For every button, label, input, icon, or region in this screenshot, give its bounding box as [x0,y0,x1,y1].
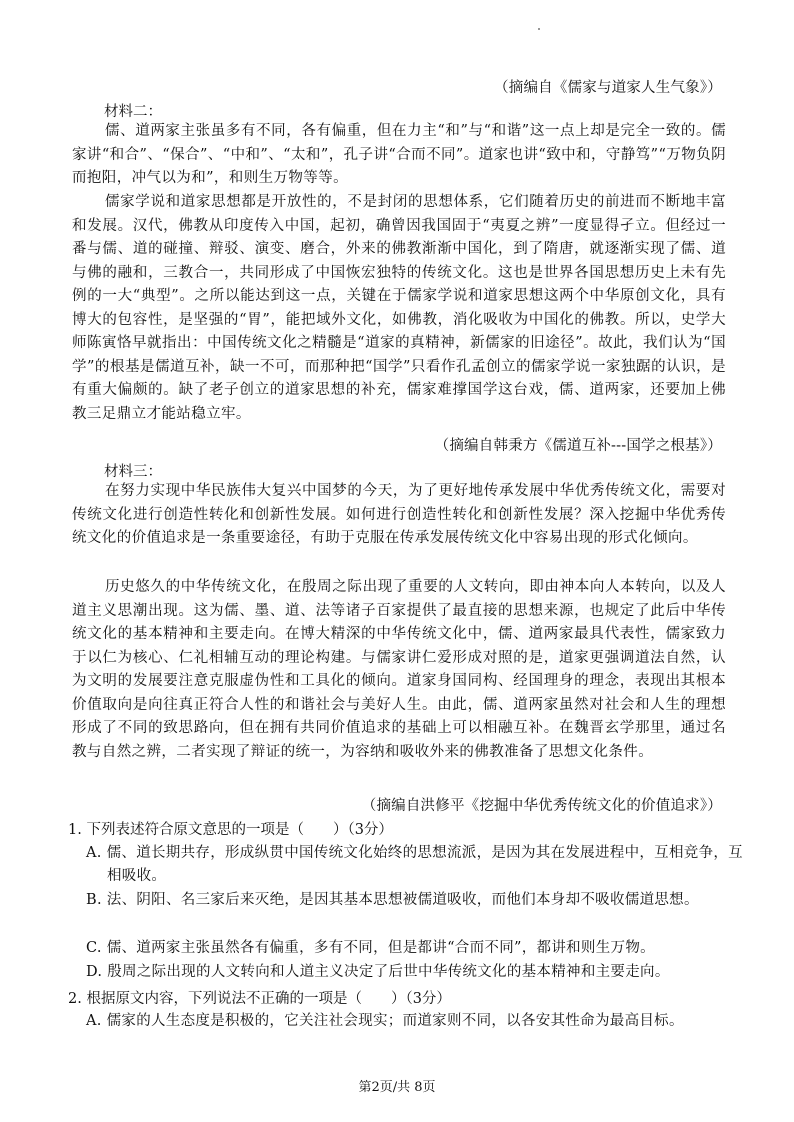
material-2-label: 材料二： [104,104,162,120]
material-2-paragraph-2: 儒家学说和道家思想都是开放性的，不是封闭的思想体系，它们随着历史的前进而不断地丰富和发展。汉代，佛教从印度传入中国，起初，确曾因我国固于“夷夏之辨”一度显得孑立。但经过一番与儒、道的碰撞、辩驳、演变、磨合，外来的佛教渐渐中国化，到了隋唐，就逐渐实现了儒、道与佛的融和，三教合一，共同形成了中国恢宏独特的传统文化。这也是世界各国思想历史上未有先例的一大“典型”。之所以能达到这一点，关键在于儒家学说和道家思想这两个中华原创文化，具有博大的包容性，是坚强的“胃”，能把域外文化，如佛教，消化吸收为中国化的佛教。所以，史学大师陈寅恪早就指出：中国传统文化之精髓是“道家的真精神，新儒家的旧途径”。故此，我们认为“国学”的根基是儒道互补，缺一不可，而那种把“国学”只看作孔孟创立的儒家学说一家独踞的认识，是有重大偏颇的。缺了老子创立的道家思想的补充，儒家难撑国学这台戏，儒、道两家，还要加上佛教三足鼎立才能站稳立牢。 [72,194,726,422]
question-1-option-c: C. 儒、道两家主张虽然各有偏重，多有不同，但是都讲“合而不同”，都讲和则生万物。 [86,940,655,956]
material-3-paragraph-2: 历史悠久的中华传统文化，在殷周之际出现了重要的人文转向，即由神本向人本转向，以及人道主义思潮出现。这为儒、墨、道、法等诸子百家提供了最直接的思想来源，也规定了此后中华传统文化的基本精神和主要走向。在博大精深的中华传统文化中，儒、道两家最具代表性，儒家致力于以仁为核心、仁礼相辅互动的理论构建。与儒家讲仁爱形成对照的是，道家更强调道法自然，认为文明的发展要注意克服虚伪性和工具化的倾向。道家身国同构、经国理身的理念，表现出其根本价值取向是向往真正符合人性的和谐社会与美好人生。由此，儒、道两家虽然对社会和人生的理想形成了不同的致思路向，但在拥有共同价值追求的基础上可以相融互补。在魏晋玄学那里，通过名教与自然之辨，二者实现了辩证的统一，为容纳和吸收外来的佛教准备了思想文化条件。 [72,579,726,760]
question-1-option-b: B. 法、阴阳、名三家后来灭绝，是因其基本思想被儒道吸收，而他们本身却不吸收儒道思想。 [86,892,699,908]
material-3-paragraph-1: 在努力实现中华民族伟大复兴中国梦的今天，为了更好地传承发展中华优秀传统文化，需要对传统文化进行创造性转化和创新性发展。如何进行创造性转化和创新性发展？深入挖掘中华优秀传统文化的价值追求是一条重要途径，有助于克服在传承发展传统文化中容易出现的形式化倾向。 [72,483,726,546]
header-source-citation: （摘编自《儒家与道家人生气象》） [494,80,722,96]
question-1-stem: 1. 下列表述符合原文意思的一项是（ ）（3分） [68,822,393,838]
material-3-label: 材料三： [104,464,162,480]
question-1-option-a: A. 儒、道长期共存，形成纵贯中国传统文化始终的思想流派，是因为其在发展进程中，互相竞争，互相吸收。 [86,845,743,884]
material-2-source: （摘编自韩秉方《儒道互补---国学之根基》） [434,438,722,454]
material-3-source: （摘编自洪修平《挖掘中华优秀传统文化的价值追求》） [361,798,722,814]
scan-dot [538,28,540,30]
question-2-stem: 2. 根据原文内容，下列说法不正确的一项是（ ）（3分） [68,991,451,1007]
material-2-paragraph-1: 儒、道两家主张虽多有不同，各有偏重，但在力主“和”与“和谐”这一点上却是完全一致的。儒家讲“和合”、“保合”、“中和”、“太和”，孔子讲“合而不同”。道家也讲“致中和，守静笃”“万物负阴而抱阳，冲气以为和”，和则生万物等等。 [72,123,726,186]
question-2-option-a: A. 儒家的人生态度是积极的，它关注社会现实；而道家则不同，以各安其性命为最高目标。 [86,1013,684,1029]
page-footer: 第2页/共 8页 [358,1080,436,1095]
question-1-option-d: D. 殷周之际出现的人文转向和人道主义决定了后世中华传统文化的基本精神和主要走向。 [86,964,670,980]
